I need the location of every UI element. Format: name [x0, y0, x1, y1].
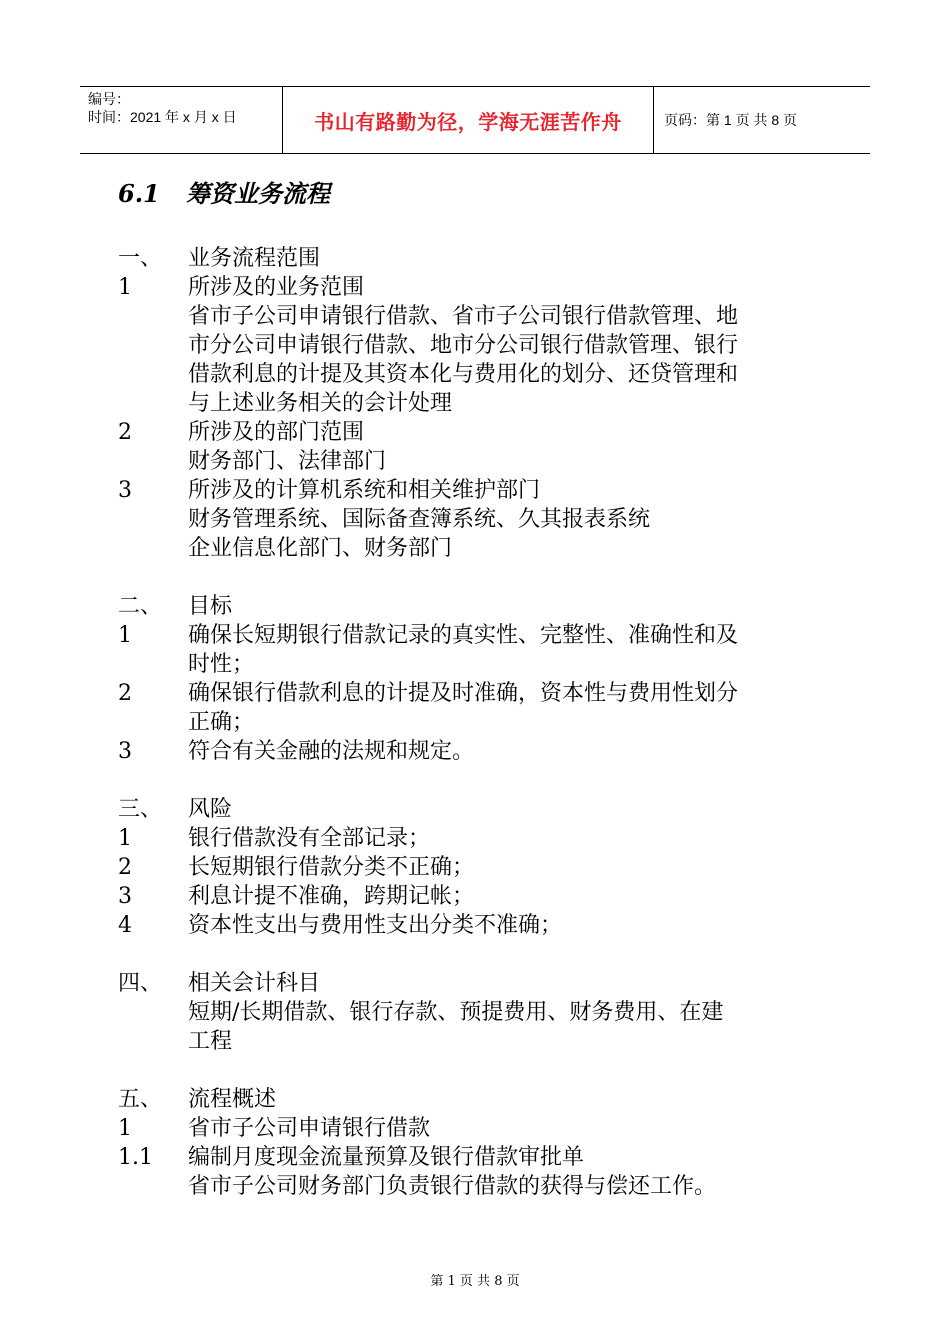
line-label: 二、: [118, 594, 163, 619]
line-text: 与上述业务相关的会计处理: [188, 391, 453, 416]
line-text: 相关会计科目: [188, 971, 321, 996]
line-label: 五、: [118, 1087, 163, 1112]
line-text: 风险: [188, 797, 233, 822]
line-text: 所涉及的部门范围: [188, 420, 365, 445]
header-page-info: 页码：第 1 页 共 8 页: [664, 112, 798, 128]
line-text: 银行借款没有全部记录；: [188, 826, 431, 851]
line-text: 工程: [188, 1029, 233, 1054]
line-text: 省市子公司申请银行借款、省市子公司银行借款管理、地: [188, 304, 739, 329]
line-label: 四、: [118, 971, 163, 996]
line-text: 短期/长期借款、银行存款、预提费用、财务费用、在建: [188, 1000, 724, 1025]
line-text: 所涉及的业务范围: [188, 275, 365, 300]
line-text: 借款利息的计提及其资本化与费用化的划分、还贷管理和: [188, 362, 739, 387]
line-text: 所涉及的计算机系统和相关维护部门: [188, 478, 541, 503]
line-label: 1: [118, 826, 132, 851]
header-motto: 书山有路勤为径，学海无涯苦作舟: [314, 109, 622, 134]
line-label: 3: [118, 478, 132, 503]
line-text: 正确；: [188, 710, 255, 735]
line-label: 2: [118, 855, 132, 880]
line-text: 资本性支出与费用性支出分类不准确；: [188, 913, 563, 938]
line-text: 流程概述: [188, 1087, 277, 1112]
line-text: 确保长短期银行借款记录的真实性、完整性、准确性和及: [188, 623, 739, 648]
header-meta: [80, 87, 282, 153]
line-text: 省市子公司申请银行借款: [188, 1116, 431, 1141]
line-text: 时性；: [188, 652, 255, 677]
line-label: 2: [118, 681, 132, 706]
line-text: 目标: [188, 594, 233, 619]
document-number: 编号：: [88, 91, 130, 107]
line-label: 2: [118, 420, 132, 445]
line-label: 3: [118, 739, 132, 764]
header-motto-cell: [282, 87, 654, 153]
line-text: 企业信息化部门、财务部门: [188, 536, 453, 561]
line-text: 省市子公司财务部门负责银行借款的获得与偿还工作。: [188, 1174, 717, 1199]
section-number: 6.1: [118, 179, 160, 208]
line-label: 1.1: [118, 1145, 153, 1170]
page-footer: 第 1 页 共 8 页: [430, 1274, 520, 1289]
line-text: 确保银行借款利息的计提及时准确，资本性与费用性划分: [188, 681, 739, 706]
line-label: 4: [118, 913, 132, 938]
line-label: 一、: [118, 246, 163, 271]
line-text: 符合有关金融的法规和规定。: [188, 739, 475, 764]
line-label: 三、: [118, 797, 163, 822]
line-text: 市分公司申请银行借款、地市分公司银行借款管理、银行: [188, 333, 739, 358]
section-title-text: 筹资业务流程: [186, 179, 330, 208]
line-text: 财务部门、法律部门: [188, 449, 387, 474]
line-text: 财务管理系统、国际备查簿系统、久其报表系统: [188, 507, 651, 532]
section-title: [118, 174, 330, 209]
line-text: 长短期银行借款分类不正确；: [188, 855, 475, 880]
line-text: 利息计提不准确，跨期记帐；: [188, 884, 475, 909]
line-text: 编制月度现金流量预算及银行借款审批单: [188, 1145, 585, 1170]
line-label: 1: [118, 623, 132, 648]
line-label: 1: [118, 275, 132, 300]
line-text: 业务流程范围: [188, 246, 321, 271]
document-date: 时间：2021 年 x 月 x 日: [88, 109, 237, 125]
line-label: 1: [118, 1116, 132, 1141]
page-header: [80, 86, 870, 154]
line-label: 3: [118, 884, 132, 909]
